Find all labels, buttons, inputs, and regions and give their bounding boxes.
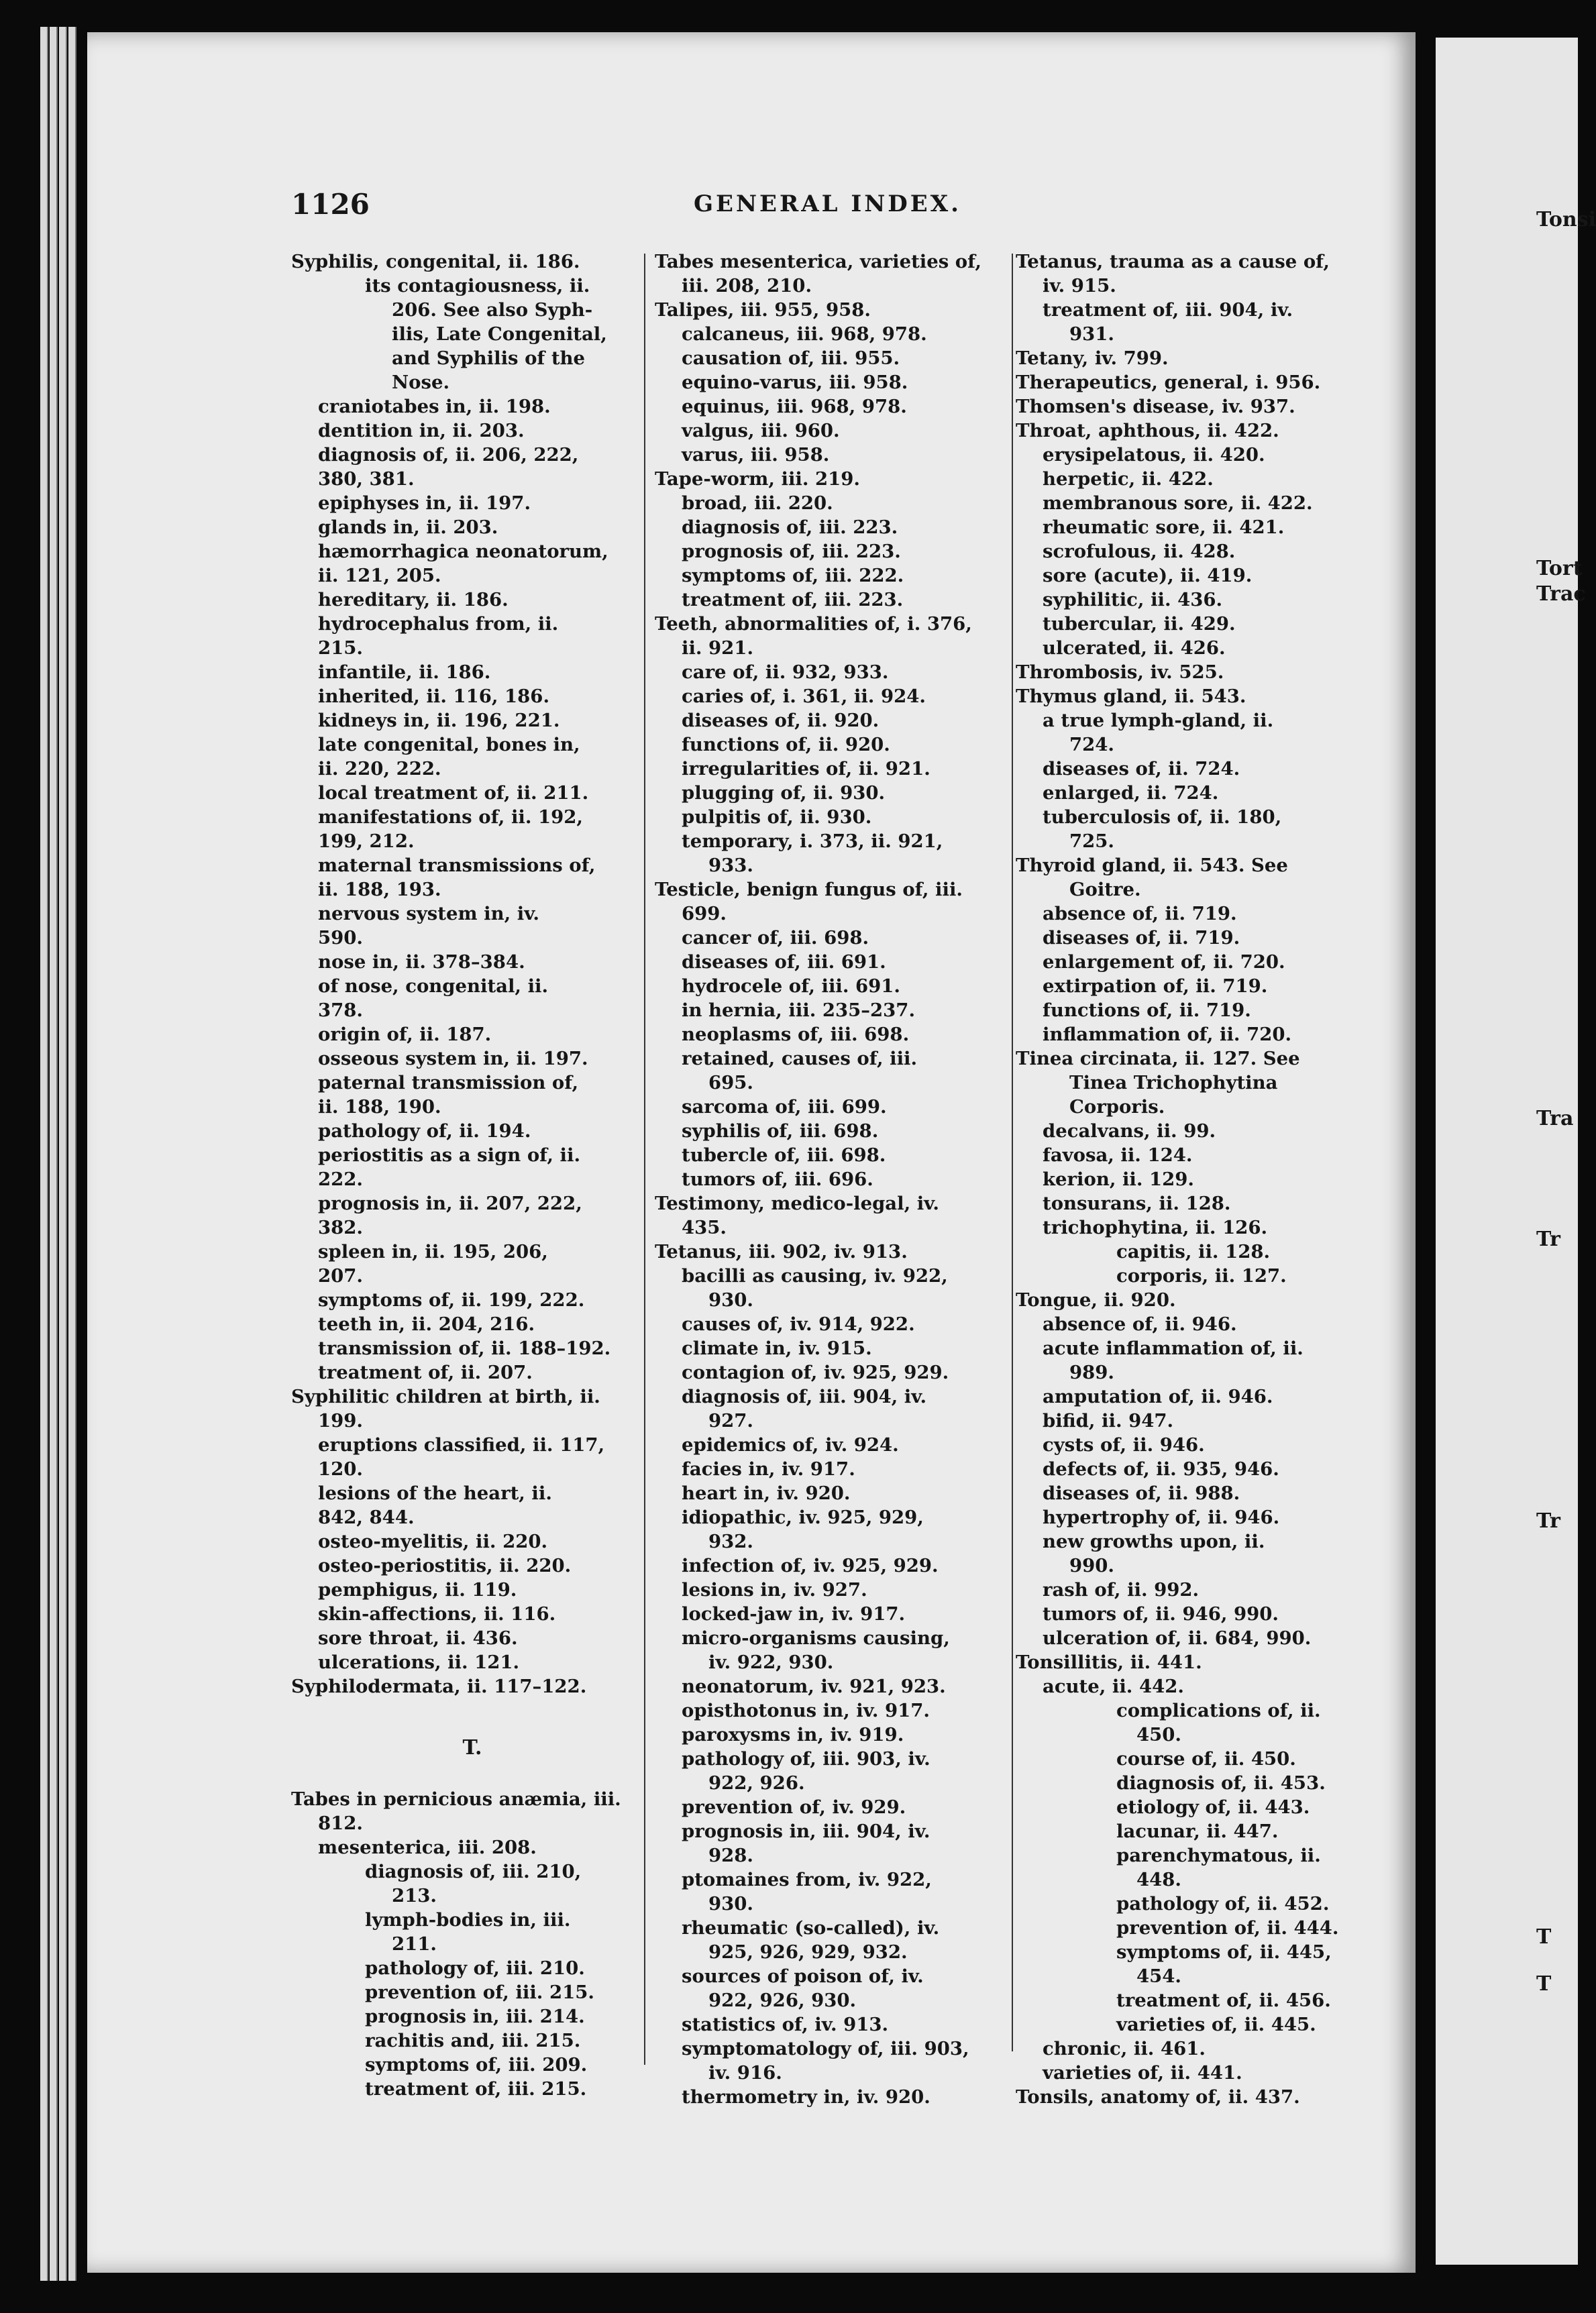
index-subentry: ulcerations, ii. 121. bbox=[318, 1652, 520, 1673]
index-subentry: absence of, ii. 719. bbox=[1043, 903, 1237, 924]
index-subentry: maternal transmissions of, bbox=[318, 855, 596, 876]
index-subentry: 933. bbox=[708, 855, 753, 876]
index-subentry: osseous system in, ii. 197. bbox=[318, 1048, 588, 1069]
index-subentry: chronic, ii. 461. bbox=[1043, 2038, 1206, 2059]
index-subentry: a true lymph-gland, ii. bbox=[1043, 710, 1274, 731]
index-subentry: membranous sore, ii. 422. bbox=[1043, 492, 1313, 514]
index-subentry: hæmorrhagica neonatorum, bbox=[318, 541, 608, 562]
index-subentry: inflammation of, ii. 720. bbox=[1043, 1024, 1292, 1045]
index-subentry: nose in, ii. 378–384. bbox=[318, 951, 525, 973]
index-subentry: opisthotonus in, iv. 917. bbox=[682, 1700, 930, 1721]
index-subentry: treatment of, ii. 456. bbox=[1116, 1990, 1331, 2011]
facing-page-fragment: T bbox=[1536, 1925, 1552, 1949]
index-subentry: retained, causes of, iii. bbox=[682, 1048, 918, 1069]
index-subentry: lesions of the heart, ii. bbox=[318, 1483, 552, 1504]
index-subentry: parenchymatous, ii. bbox=[1116, 1845, 1321, 1866]
index-subentry: irregularities of, ii. 921. bbox=[682, 758, 930, 779]
index-subentry: epiphyses in, ii. 197. bbox=[318, 492, 531, 514]
index-subentry: in hernia, iii. 235–237. bbox=[682, 1000, 916, 1021]
index-subentry: spleen in, ii. 195, 206, bbox=[318, 1241, 548, 1262]
index-subentry: its contagiousness, ii. bbox=[365, 275, 590, 297]
index-main-entry: Thyroid gland, ii. 543. See bbox=[1016, 855, 1288, 876]
index-subentry: calcaneus, iii. 968, 978. bbox=[682, 323, 927, 345]
index-subentry: kidneys in, ii. 196, 221. bbox=[318, 710, 560, 731]
index-subentry: iii. 208, 210. bbox=[682, 275, 812, 297]
index-subentry: prevention of, ii. 444. bbox=[1116, 1917, 1339, 1939]
index-subentry: infantile, ii. 186. bbox=[318, 661, 491, 683]
index-subentry: corporis, ii. 127. bbox=[1116, 1265, 1287, 1287]
index-subentry: amputation of, ii. 946. bbox=[1043, 1386, 1273, 1407]
index-subentry: treatment of, iii. 904, iv. bbox=[1043, 299, 1293, 321]
index-subentry: 842, 844. bbox=[318, 1507, 415, 1528]
index-subentry: tubercular, ii. 429. bbox=[1043, 613, 1236, 635]
index-subentry: lacunar, ii. 447. bbox=[1116, 1821, 1279, 1842]
index-subentry: mesenterica, iii. 208. bbox=[318, 1837, 537, 1858]
index-subentry: iv. 922, 930. bbox=[708, 1652, 834, 1673]
index-subentry: climate in, iv. 915. bbox=[682, 1338, 872, 1359]
index-subentry: glands in, ii. 203. bbox=[318, 517, 498, 538]
index-subentry: ii. 220, 222. bbox=[318, 758, 441, 779]
index-subentry: decalvans, ii. 99. bbox=[1043, 1120, 1216, 1142]
index-subentry: neonatorum, iv. 921, 923. bbox=[682, 1676, 946, 1697]
index-subentry: scrofulous, ii. 428. bbox=[1043, 541, 1236, 562]
index-subentry: 928. bbox=[708, 1845, 753, 1866]
index-subentry: symptoms of, ii. 445, bbox=[1116, 1941, 1332, 1963]
index-subentry: 930. bbox=[708, 1289, 753, 1311]
index-subentry: 922, 926, 930. bbox=[708, 1990, 857, 2011]
index-main-entry: Thrombosis, iv. 525. bbox=[1016, 661, 1224, 683]
index-subentry: tonsurans, ii. 128. bbox=[1043, 1193, 1231, 1214]
index-subentry: pemphigus, ii. 119. bbox=[318, 1579, 517, 1601]
index-subentry: infection of, iv. 925, 929. bbox=[682, 1555, 939, 1576]
index-subentry: neoplasms of, iii. 698. bbox=[682, 1024, 910, 1045]
index-main-entry: Tinea circinata, ii. 127. See bbox=[1016, 1048, 1300, 1069]
index-subentry: complications of, ii. bbox=[1116, 1700, 1321, 1721]
index-subentry: treatment of, iii. 215. bbox=[365, 2078, 587, 2100]
index-subentry: locked-jaw in, iv. 917. bbox=[682, 1603, 906, 1625]
facing-page-fragment: Tort bbox=[1536, 557, 1583, 580]
index-subentry: facies in, iv. 917. bbox=[682, 1458, 855, 1480]
index-subentry: dentition in, ii. 203. bbox=[318, 420, 525, 441]
index-subentry: erysipelatous, ii. 420. bbox=[1043, 444, 1265, 466]
index-subentry: pathology of, ii. 194. bbox=[318, 1120, 531, 1142]
index-column-3 bbox=[1016, 250, 1378, 2109]
index-subentry: plugging of, ii. 930. bbox=[682, 782, 886, 804]
index-subentry: teeth in, ii. 204, 216. bbox=[318, 1313, 535, 1335]
running-head: GENERAL INDEX. bbox=[694, 191, 961, 217]
index-subentry: ulceration of, ii. 684, 990. bbox=[1043, 1627, 1312, 1649]
index-subentry: 922, 926. bbox=[708, 1772, 805, 1794]
index-subentry: local treatment of, ii. 211. bbox=[318, 782, 589, 804]
index-main-entry: Tabes in pernicious anæmia, iii. bbox=[291, 1788, 621, 1810]
index-main-entry: Syphilodermata, ii. 117–122. bbox=[291, 1676, 587, 1697]
index-subentry: causation of, iii. 955. bbox=[682, 347, 900, 369]
index-subentry: acute inflammation of, ii. bbox=[1043, 1338, 1304, 1359]
index-subentry: causes of, iv. 914, 922. bbox=[682, 1313, 915, 1335]
index-subentry: 989. bbox=[1069, 1362, 1114, 1383]
index-main-entry: Thomsen's disease, iv. 937. bbox=[1016, 396, 1295, 417]
index-subentry: 382. bbox=[318, 1217, 363, 1238]
index-subentry: 454. bbox=[1136, 1966, 1181, 1987]
index-subentry: diagnosis of, iii. 904, iv. bbox=[682, 1386, 927, 1407]
facing-page-fragment: Tonsi bbox=[1536, 208, 1596, 231]
index-subentry: 927. bbox=[708, 1410, 753, 1432]
index-subentry: 222. bbox=[318, 1169, 363, 1190]
index-subentry: osteo-myelitis, ii. 220. bbox=[318, 1531, 548, 1552]
index-subentry: heart in, iv. 920. bbox=[682, 1483, 851, 1504]
index-subentry: sore (acute), ii. 419. bbox=[1043, 565, 1253, 586]
index-subentry: diseases of, ii. 920. bbox=[682, 710, 880, 731]
index-main-entry: Tabes mesenterica, varieties of, bbox=[655, 251, 981, 272]
index-main-entry: Tape-worm, iii. 219. bbox=[655, 468, 861, 490]
index-main-entry: Teeth, abnormalities of, i. 376, bbox=[655, 613, 972, 635]
index-subentry: 435. bbox=[682, 1217, 727, 1238]
index-subentry: 448. bbox=[1136, 1869, 1181, 1890]
index-subentry: diagnosis of, ii. 453. bbox=[1116, 1772, 1326, 1794]
index-subentry: skin-affections, ii. 116. bbox=[318, 1603, 556, 1625]
index-subentry: periostitis as a sign of, ii. bbox=[318, 1144, 581, 1166]
index-subentry: cancer of, iii. 698. bbox=[682, 927, 869, 949]
index-subentry: lymph-bodies in, iii. bbox=[365, 1909, 571, 1931]
index-subentry: 450. bbox=[1136, 1724, 1181, 1745]
index-subentry: care of, ii. 932, 933. bbox=[682, 661, 889, 683]
index-subentry: 206. See also Syph- bbox=[392, 299, 593, 321]
index-subentry: 925, 926, 929, 932. bbox=[708, 1941, 908, 1963]
index-main-entry: Tonsillitis, ii. 441. bbox=[1016, 1652, 1202, 1673]
index-subentry: 380, 381. bbox=[318, 468, 415, 490]
index-subentry: rash of, ii. 992. bbox=[1043, 1579, 1200, 1601]
index-main-entry: Thymus gland, ii. 543. bbox=[1016, 686, 1246, 707]
index-subentry: temporary, i. 373, ii. 921, bbox=[682, 830, 943, 852]
index-subentry: enlarged, ii. 724. bbox=[1043, 782, 1219, 804]
index-subentry: bacilli as causing, iv. 922, bbox=[682, 1265, 948, 1287]
index-main-entry: Tonsils, anatomy of, ii. 437. bbox=[1016, 2086, 1300, 2108]
index-subentry: paternal transmission of, bbox=[318, 1072, 579, 1093]
index-subentry: diagnosis of, iii. 223. bbox=[682, 517, 898, 538]
index-subentry: prognosis in, ii. 207, 222, bbox=[318, 1193, 582, 1214]
index-subentry: cysts of, ii. 946. bbox=[1043, 1434, 1205, 1456]
index-subentry: rheumatic (so-called), iv. bbox=[682, 1917, 940, 1939]
index-subentry: 990. bbox=[1069, 1555, 1114, 1576]
index-subentry: caries of, i. 361, ii. 924. bbox=[682, 686, 926, 707]
index-main-entry: Tetanus, iii. 902, iv. 913. bbox=[655, 1241, 908, 1262]
index-subentry: varieties of, ii. 441. bbox=[1043, 2062, 1242, 2084]
index-subentry: equino-varus, iii. 958. bbox=[682, 372, 908, 393]
index-subentry: absence of, ii. 946. bbox=[1043, 1313, 1237, 1335]
index-main-entry: Talipes, iii. 955, 958. bbox=[655, 299, 871, 321]
index-subentry: varus, iii. 958. bbox=[682, 444, 830, 466]
index-subentry: etiology of, ii. 443. bbox=[1116, 1796, 1310, 1818]
index-subentry: diseases of, ii. 719. bbox=[1043, 927, 1240, 949]
index-subentry: iv. 915. bbox=[1043, 275, 1116, 297]
index-subentry: late congenital, bones in, bbox=[318, 734, 580, 755]
index-subentry: functions of, ii. 920. bbox=[682, 734, 890, 755]
index-subentry: 199, 212. bbox=[318, 830, 415, 852]
index-subentry: ii. 188, 190. bbox=[318, 1096, 441, 1118]
index-subentry: symptomatology of, iii. 903, bbox=[682, 2038, 969, 2059]
facing-page-fragment: Tr bbox=[1536, 1509, 1560, 1533]
index-subentry: ulcerated, ii. 426. bbox=[1043, 637, 1226, 659]
index-subentry: eruptions classified, ii. 117, bbox=[318, 1434, 605, 1456]
index-main-entry: Throat, aphthous, ii. 422. bbox=[1016, 420, 1279, 441]
index-main-entry: Tongue, ii. 920. bbox=[1016, 1289, 1176, 1311]
index-subentry: syphilis of, iii. 698. bbox=[682, 1120, 879, 1142]
facing-page-fragment: Tr bbox=[1536, 1228, 1560, 1251]
index-subentry: 211. bbox=[392, 1933, 437, 1955]
index-subentry: 725. bbox=[1069, 830, 1114, 852]
index-subentry: pathology of, iii. 210. bbox=[365, 1957, 585, 1979]
index-subentry: hydrocele of, iii. 691. bbox=[682, 975, 900, 997]
index-main-entry: Syphilis, congenital, ii. 186. bbox=[291, 251, 580, 272]
index-subentry: 120. bbox=[318, 1458, 363, 1480]
index-subentry: pathology of, ii. 452. bbox=[1116, 1893, 1330, 1915]
index-subentry: rheumatic sore, ii. 421. bbox=[1043, 517, 1285, 538]
index-subentry: ilis, Late Congenital, bbox=[392, 323, 607, 345]
index-subentry: statistics of, iv. 913. bbox=[682, 2014, 889, 2035]
index-subentry: syphilitic, ii. 436. bbox=[1043, 589, 1223, 610]
index-main-entry: Testicle, benign fungus of, iii. bbox=[655, 879, 963, 900]
index-subentry: micro-organisms causing, bbox=[682, 1627, 950, 1649]
index-subentry: new growths upon, ii. bbox=[1043, 1531, 1265, 1552]
index-subentry: pulpitis of, ii. 930. bbox=[682, 806, 872, 828]
index-subentry: capitis, ii. 128. bbox=[1116, 1241, 1271, 1262]
index-subentry: treatment of, iii. 223. bbox=[682, 589, 904, 610]
index-subentry: sarcoma of, iii. 699. bbox=[682, 1096, 887, 1118]
index-subentry: prevention of, iv. 929. bbox=[682, 1796, 906, 1818]
index-subentry: herpetic, ii. 422. bbox=[1043, 468, 1214, 490]
index-subentry: and Syphilis of the bbox=[392, 347, 586, 369]
index-subentry: symptoms of, iii. 222. bbox=[682, 565, 904, 586]
index-subentry: hydrocephalus from, ii. bbox=[318, 613, 559, 635]
index-subentry: tumors of, iii. 696. bbox=[682, 1169, 873, 1190]
index-subentry: manifestations of, ii. 192, bbox=[318, 806, 583, 828]
index-subentry: ii. 188, 193. bbox=[318, 879, 441, 900]
index-subentry: prognosis of, iii. 223. bbox=[682, 541, 901, 562]
index-subentry: Goitre. bbox=[1069, 879, 1141, 900]
index-subentry: prevention of, iii. 215. bbox=[365, 1982, 594, 2003]
index-subentry: epidemics of, iv. 924. bbox=[682, 1434, 899, 1456]
index-subentry: hypertrophy of, ii. 946. bbox=[1043, 1507, 1280, 1528]
index-subentry: ii. 121, 205. bbox=[318, 565, 441, 586]
index-subentry: 378. bbox=[318, 1000, 363, 1021]
index-subentry: 932. bbox=[708, 1531, 753, 1552]
facing-page-fragment: Tra bbox=[1536, 1107, 1574, 1130]
facing-page-fragment: Trac bbox=[1536, 582, 1586, 606]
index-subentry: 213. bbox=[392, 1885, 437, 1906]
index-subentry: trichophytina, ii. 126. bbox=[1043, 1217, 1268, 1238]
index-subentry: of nose, congenital, ii. bbox=[318, 975, 549, 997]
index-subentry: 812. bbox=[318, 1813, 363, 1834]
index-subentry: diseases of, ii. 988. bbox=[1043, 1483, 1240, 1504]
index-subentry: enlargement of, ii. 720. bbox=[1043, 951, 1285, 973]
index-subentry: thermometry in, iv. 920. bbox=[682, 2086, 930, 2108]
index-subentry: transmission of, ii. 188–192. bbox=[318, 1338, 611, 1359]
index-subentry: functions of, ii. 719. bbox=[1043, 1000, 1251, 1021]
index-subentry: prognosis in, iii. 214. bbox=[365, 2006, 585, 2027]
index-subentry: kerion, ii. 129. bbox=[1043, 1169, 1194, 1190]
facing-page-fragment: T bbox=[1536, 1972, 1552, 1996]
index-subentry: valgus, iii. 960. bbox=[682, 420, 840, 441]
index-subentry: sore throat, ii. 436. bbox=[318, 1627, 518, 1649]
index-subentry: 695. bbox=[708, 1072, 753, 1093]
index-subentry: tuberculosis of, ii. 180, bbox=[1043, 806, 1282, 828]
index-subentry: lesions in, iv. 927. bbox=[682, 1579, 867, 1601]
index-subentry: Nose. bbox=[392, 372, 450, 393]
index-subentry: symptoms of, iii. 209. bbox=[365, 2054, 588, 2076]
index-subentry: osteo-periostitis, ii. 220. bbox=[318, 1555, 572, 1576]
index-subentry: pathology of, iii. 903, iv. bbox=[682, 1748, 930, 1770]
index-subentry: 207. bbox=[318, 1265, 363, 1287]
index-subentry: craniotabes in, ii. 198. bbox=[318, 396, 551, 417]
index-subentry: ptomaines from, iv. 922, bbox=[682, 1869, 932, 1890]
index-subentry: acute, ii. 442. bbox=[1043, 1676, 1184, 1697]
index-column-2 bbox=[655, 250, 1017, 2109]
section-letter: T. bbox=[462, 1736, 482, 1760]
index-subentry: iv. 916. bbox=[708, 2062, 782, 2084]
page-stack-edges bbox=[40, 27, 81, 2281]
index-subentry: treatment of, ii. 207. bbox=[318, 1362, 533, 1383]
index-subentry: nervous system in, iv. bbox=[318, 903, 539, 924]
index-subentry: rachitis and, iii. 215. bbox=[365, 2030, 581, 2051]
index-subentry: diagnosis of, ii. 206, 222, bbox=[318, 444, 579, 466]
index-subentry: 699. bbox=[682, 903, 727, 924]
index-subentry: extirpation of, ii. 719. bbox=[1043, 975, 1268, 997]
index-subentry: diseases of, iii. 691. bbox=[682, 951, 886, 973]
index-subentry: defects of, ii. 935, 946. bbox=[1043, 1458, 1279, 1480]
index-main-entry: Testimony, medico-legal, iv. bbox=[655, 1193, 939, 1214]
index-subentry: broad, iii. 220. bbox=[682, 492, 833, 514]
index-subentry: ii. 921. bbox=[682, 637, 754, 659]
index-subentry: origin of, ii. 187. bbox=[318, 1024, 492, 1045]
index-main-entry: Syphilitic children at birth, ii. bbox=[291, 1386, 600, 1407]
index-subentry: 930. bbox=[708, 1893, 753, 1915]
page-number: 1126 bbox=[291, 188, 370, 221]
index-main-entry: Tetany, iv. 799. bbox=[1016, 347, 1169, 369]
index-subentry: 590. bbox=[318, 927, 363, 949]
index-subentry: 931. bbox=[1069, 323, 1114, 345]
index-subentry: diagnosis of, iii. 210, bbox=[365, 1861, 582, 1882]
index-subentry: tubercle of, iii. 698. bbox=[682, 1144, 886, 1166]
index-subentry: varieties of, ii. 445. bbox=[1116, 2014, 1316, 2035]
index-subentry: contagion of, iv. 925, 929. bbox=[682, 1362, 949, 1383]
index-subentry: idiopathic, iv. 925, 929, bbox=[682, 1507, 924, 1528]
index-subentry: equinus, iii. 968, 978. bbox=[682, 396, 907, 417]
index-subentry: sources of poison of, iv. bbox=[682, 1966, 924, 1987]
index-subentry: bifid, ii. 947. bbox=[1043, 1410, 1174, 1432]
index-main-entry: Therapeutics, general, i. 956. bbox=[1016, 372, 1321, 393]
index-subentry: hereditary, ii. 186. bbox=[318, 589, 509, 610]
index-subentry: symptoms of, ii. 199, 222. bbox=[318, 1289, 585, 1311]
index-subentry: paroxysms in, iv. 919. bbox=[682, 1724, 904, 1745]
index-subentry: prognosis in, iii. 904, iv. bbox=[682, 1821, 930, 1842]
index-subentry: 724. bbox=[1069, 734, 1114, 755]
index-subentry: favosa, ii. 124. bbox=[1043, 1144, 1193, 1166]
index-subentry: course of, ii. 450. bbox=[1116, 1748, 1296, 1770]
page-header bbox=[291, 188, 1358, 221]
index-subentry: 215. bbox=[318, 637, 363, 659]
index-subentry: inherited, ii. 116, 186. bbox=[318, 686, 550, 707]
facing-page bbox=[1436, 38, 1596, 2265]
index-column-1 bbox=[291, 250, 653, 2101]
index-subentry: 199. bbox=[318, 1410, 363, 1432]
index-main-entry: Tetanus, trauma as a cause of, bbox=[1016, 251, 1330, 272]
index-subentry: diseases of, ii. 724. bbox=[1043, 758, 1240, 779]
index-subentry: Corporis. bbox=[1069, 1096, 1165, 1118]
index-subentry: tumors of, ii. 946, 990. bbox=[1043, 1603, 1279, 1625]
index-subentry: Tinea Trichophytina bbox=[1069, 1072, 1278, 1093]
